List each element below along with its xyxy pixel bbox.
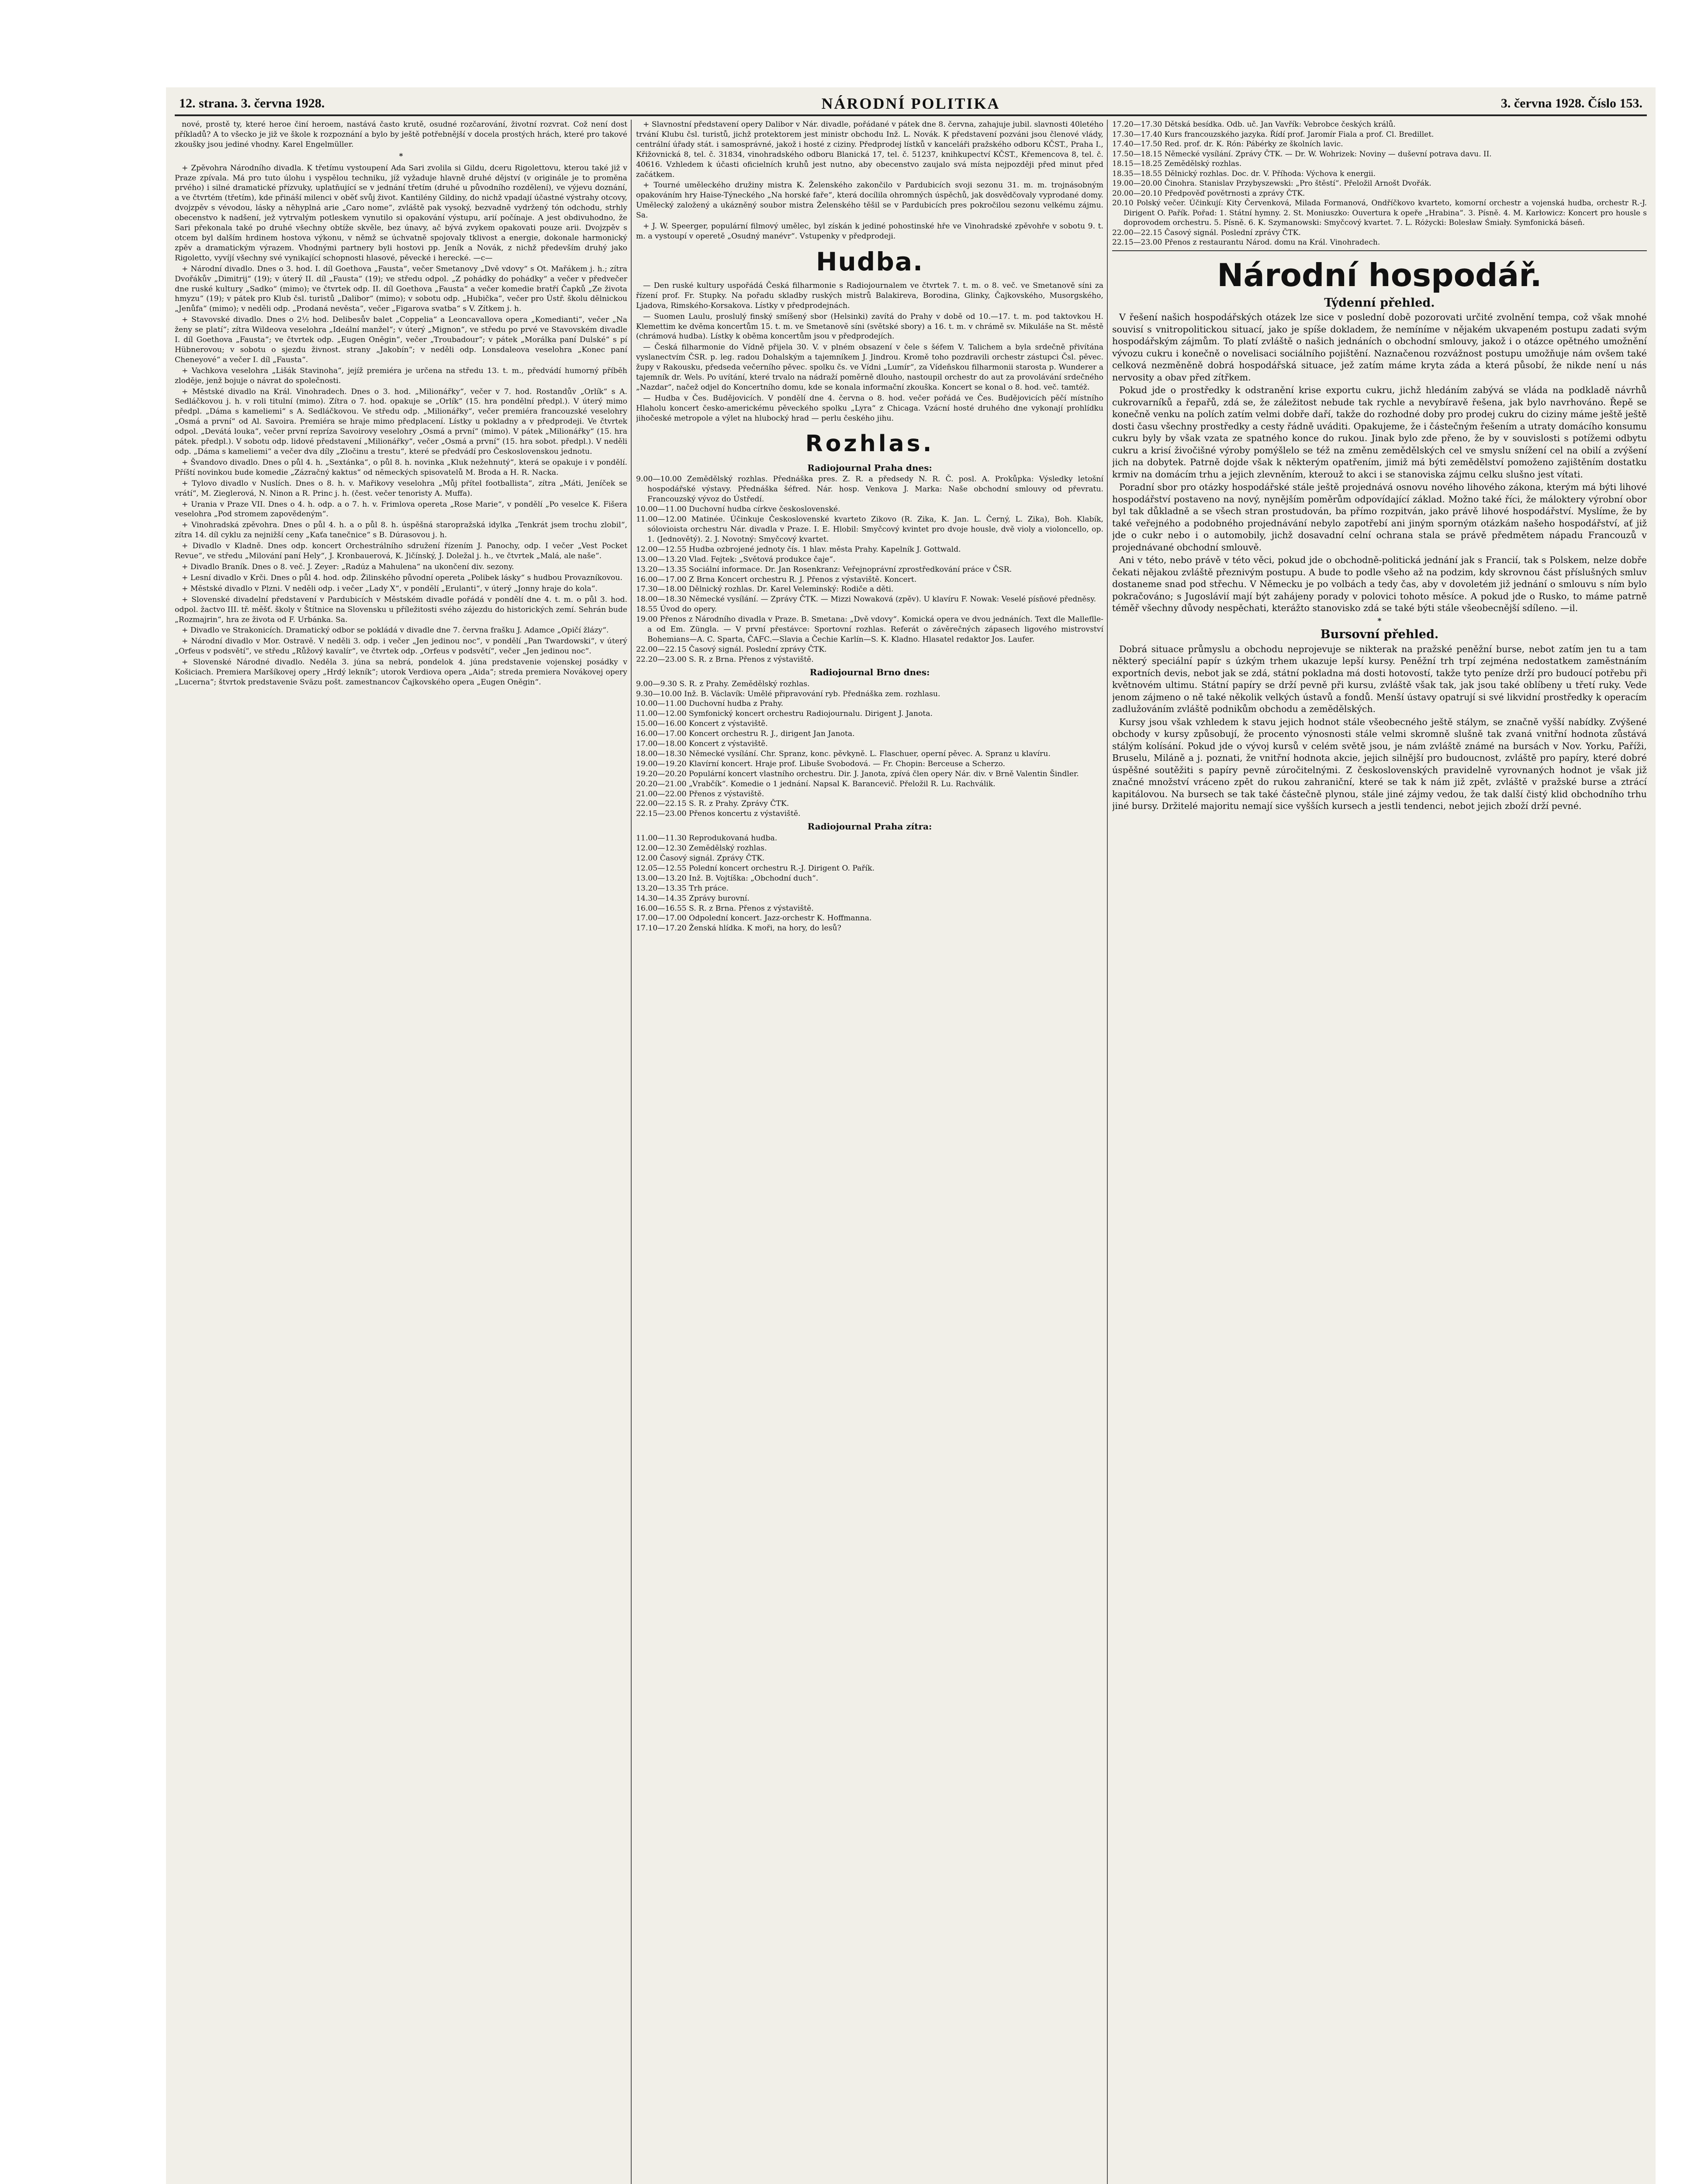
schedule-item: 18.35—18.55 Dělnický rozhlas. Doc. dr. V. Příhoda: Výchova k energii.	[1112, 169, 1376, 178]
schedule-item: 12.05—12.55 Polední koncert orchestru R.-J. Dirigent O. Pařík.	[636, 864, 875, 873]
subheading-praha-dnes: Radiojournal Praha dnes:	[807, 462, 932, 473]
article-paragraph: + Vachkova veselohra „Lišák Stavinoha“, jejíž premiéra je určena na středu 13. t. m., předvádí humorný příběh zloděje, jenž bojuje o návrat do společnosti.	[175, 366, 627, 385]
schedule-item: 10.00—11.00 Duchovní hudba z Prahy.	[636, 699, 784, 708]
newspaper-page	[166, 87, 1656, 2184]
schedule-item: 12.00—12.30 Zemědělský rozhlas.	[636, 844, 767, 853]
schedule-item: 10.00—11.00 Duchovní hudba církve československé.	[636, 505, 840, 514]
article-paragraph: + Vinohradská zpěvohra. Dnes o půl 4. h. a o půl 8. h. úspěšná staropražská idylka „Tenkrát jsem trochu zlobil“, zítra 14. díl cyklu za nejnižší ceny „Kaťa tanečnice“ s B. Dúrasovou j. h.	[175, 521, 627, 540]
section-title-rozhlas: Rozhlas.	[805, 430, 934, 457]
schedule-item: 18.15—18.25 Zemědělský rozhlas.	[1112, 159, 1242, 168]
article-paragraph: nové, prostě ty, které heroe činí heroem, nastává často krutě, osudné rozčarování, životní rozvrat. Což není dost příkladů? A to všecko je již ve škole k rozpoznání a bylo by ještě potřebnější v docela prostých hrách, které pro takové zkoušky jsou jediné vhodny. Karel Engelmüller.	[175, 120, 627, 149]
article-paragraph: + Městské divadlo na Král. Vinohradech. Dnes o 3. hod. „Milionářky“, večer v 7. hod. Rostandův „Orlík“ s A. Sedláčkovou j. h. v roli titulní (mimo). Zítra o 7. hod. opakuje se „Orlík“ (15. hra pondělní předpl.). V úterý mimo předpl. „Dáma s kameliemi“ s A. Sedláčkovou. Ve středu odp. „Milionářky“, večer premiéra francouzské veselohry „Osmá a první“ od Al. Savoira. Premiéra se hraje mimo předplacení. Lístky u pokladny a v předprodeji. Ve čtvrtek odpol. „Devátá louka“, večer první repríza Savoirovy veselohry „Osmá a první“ (mimo). V pátek „Milionářky“ (15. hra pátek. předpl.). V sobotu odp. lidové představení „Milionářky“, večer „Osmá a první“ (15. hra sobot. předpl.). V neděli odp. „Dáma s kameliemi“ a večer dva díly „Zločinu a trestu“, které se předvádí pro Československou jednotu.	[175, 387, 627, 456]
schedule-item: 22.00—22.15 S. R. z Prahy. Zprávy ČTK.	[636, 799, 789, 809]
header-date-left: 12. strana. 3. června 1928.	[179, 96, 325, 111]
article-paragraph: + Švandovo divadlo. Dnes o půl 4. h. „Sextánka“, o půl 8. h. novinka „Kluk nežehnutý“, která se opakuje i v pondělí. Příští novinkou bude komedie „Zázračný kaktus“ od německých spisovatelů M. Broda a H. R. Nacka.	[175, 458, 627, 477]
article-paragraph: Poradní sbor pro otázky hospodářské stále ještě projednává osnovu nového lihového zákona, kterým má býti lihové hospodářství postaveno na nový, nynějším poměrům odpovídající základ. Možno také říci, že máloktery výrobní obor byl tak důkladně a se všech stran prostudován, ba přímo rozpitván, jako právě lihové hospodářství. Myslíme, že by také veřejného a podobného projednávání nebylo zapotřebí ani jiným sporným otázkám našeho hospodářství, ať již jde o cukr nebo i o automobily, jichž dosavadní celní ochrana stala se právě předmětem nápadu Francouzů v projednávané obchodní smlouvě.	[1112, 482, 1647, 553]
article-paragraph: — Česká filharmonie do Vídně přijela 30. V. v plném obsazení v čele s šéfem V. Talichem a byla srdečně přivítána vyslanectvím ČSR. p. leg. radou Dohalským a tajemníkem J. Jindrou. Kromě toho pozdravili orchestr zástupci Čsl. pěvec. župy v Rakousku, předseda večerního pěvec. spolku čs. ve Vídni „Lumír“, za Vídeňskou filharmonii starosta p. Wunderer a tajemník dr. Wels. Po uvítání, které trvalo na nádraží poměrně dlouho, nastoupil orchestr do aut za provolávání srdečného „Nazdar“, načež odjel do Koncertního domu, kde se konala informační zkouška. Koncert se konal o 8. hod. več. tamtéž.	[636, 343, 1103, 392]
column-music-radio	[636, 120, 1103, 2184]
schedule-item: 20.10 Polský večer. Účinkují: Kity Červenková, Milada Formanová, Ondříčkovo kvarteto, komorní orchestr a vojenská hudba, orchestr R.-J. Dirigent O. Pařík. Pořad: 1. Státní hymny. 2. St. Moniuszko: Ouvertura k opeře „Hrabina“. 3. Písně. 4. M. Karłowicz: Koncert pro housle s doprovodem orchestru. 5. Písně. 6. K. Szymanowski: Smyčcový kvartet. 7. L. Różycki: Bolesław Śmiały. Symfonická báseň.	[1112, 199, 1647, 227]
schedule-item: 17.20—17.30 Dětská besídka. Odb. uč. Jan Vavřík: Vebrobce českých králů.	[1112, 120, 1396, 129]
schedule-item: 17.00—17.00 Odpolední koncert. Jazz-orchestr K. Hoffmanna.	[636, 914, 872, 923]
article-paragraph: + J. W. Speerger, populární filmový umělec, byl získán k jediné pohostinské hře ve Vinohradské zpěvohře v sobotu 9. t. m. a vystoupí v operetě „Osudný manévr“. Vstupenky v předprodeji.	[636, 222, 1103, 241]
header-issue-right: 3. června 1928. Číslo 153.	[1500, 96, 1642, 111]
article-paragraph: + Slovenské Národné divadlo. Neděla 3. júna sa nebrá, pondelok 4. júna predstavenie vojenskej posádky v Košiciach. Premiera Maršíkovej opery „Hrdý lekník“; utorok Verdiova opera „Aida“; streda premiera Novákovej opery „Lucerna“; štvrtok predstavenie Sväzu pošt. zamestnancov Čajkovského opera „Eugen Oněgin“.	[175, 658, 627, 687]
schedule-item: 20.20—21.00 „Vrabčík“. Komedie o 1 jednání. Napsal K. Barancevič. Přeložil R. Lu. Rachválik.	[636, 779, 996, 788]
article-paragraph: — Den ruské kultury uspořádá Česká filharmonie s Radiojournalem ve čtvrtek 7. t. m. o 8. več. ve Smetanově síni za řízení prof. Fr. Stupky. Na pořadu skladby ruských mistrů Balakireva, Borodina, Glinky, Čajkovského, Musorgského, Ljadova, Rimského-Korsakova. Lístky v předprodejnách.	[636, 281, 1103, 310]
article-paragraph: Ani v této, nebo právě v této věci, pokud jde o obchodně-politická jednání jak s Francií, tak s Polskem, nelze dobře čekati nějakou zvláště přeznivým postupu. A bude to podle všeho až na podzim, kdy skrovnou část příslušných smluv dostaneme snad pod střechu. V Německu je po volbách a tedy čas, aby v dovoletém již jednání o smlouvu s ním bylo pokračováno; s Jugoslávií mají být zahájeny porady v polovici tohoto měsíce. A pokud jde o Rusko, to máme patrně téměř všechny důvody nespěchati, kterážto stanovisko zdá se také býti stále všeobecnější sdíleno. —il.	[1112, 555, 1647, 614]
article-paragraph: + Slavnostní představení opery Dalibor v Nár. divadle, pořádané v pátek dne 8. června, zahajuje jubil. slavnosti 40letého trvání Klubu čsl. turistů, jichž protektorem jest ministr obchodu Inž. L. Novák. K představení pozváni jsou členové vlády, centrální úřady stát. i samosprávné, jakož i hosté z ciziny. Předprodej lístků v kanceláři pražského odboru KČST., Praha I., Křižovnická 8, tel. č. 31834, vinohradského odboru Blanická 17, tel. č. 51237, knihkupectví KČST., Křemencova 8, tel. č. 40616. Vzhledem k účasti oficielních kruhů jest nutno, aby obecenstvo zaujalo svá místa nejpozději před minut před začátkem.	[636, 120, 1103, 179]
schedule-item: 17.50—18.15 Německé vysílání. Zprávy ČTK. — Dr. W. Wohrizek: Noviny — duševní potrava davu. II.	[1112, 149, 1492, 159]
column-divider	[631, 120, 632, 2184]
subheading-praha-zitra: Radiojournal Praha zítra:	[807, 821, 932, 832]
schedule-item: 11.00—12.00 Symfonický koncert orchestru Radiojournalu. Dirigent J. Janota.	[636, 709, 933, 719]
article-paragraph: Pokud jde o prostředky k odstranění krise exportu cukru, jichž hledáním zabývá se vláda na podkladě návrhů cukrovarníků a řepařů, zdá se, že záležitost nebude tak rychle a nevybíravě řešena, jak bylo navrhováno. Řepě se konečně venku na polích zatím velmi dobře daří, takže do rozhodné doby pro prodej cukru do ciziny máme ještě ještě dosti času všechny prostředky a cesty řádně uváditi. Opakujeme, že i částečným řešením a utraty domácího konsumu cukru byly by však vzata ze spatného konce do rukou. Jinak bylo zde přeno, že by v souvislosti s potížemi odbytu cukru a krisí živočišné výroby pomýšlelo se též na změnu zemědělských cel ve smyslu snížení cel na obilí a zvýšení jich na dobytek. Patrně dojde však k některým opatřením, jimiž má býti zemědělství pomoženo zajištěním dostatku krmiv na domácím trhu a jejich zlevněním, kterouž to akci i se stanoviska zájmu celku slušno jest vítati.	[1112, 385, 1647, 480]
article-paragraph: + Divadlo v Kladně. Dnes odp. koncert Orchestrálního sdružení řízením J. Panochy, odp. I večer „Vest Pocket Revue“, ve středu „Milování paní Hely“, J. Kronbauerová, K. Jičínský, J. Doležal j. h., ve čtvrtek „Malá, ale naše“.	[175, 542, 627, 561]
subheading-brno-dnes: Radiojournal Brno dnes:	[809, 667, 930, 677]
article-paragraph: + Tourné uměleckého družiny mistra K. Želenského zakončilo v Pardubicích svoji sezonu 31. m. m. trojnásobným opakováním hry Haise-Týneckého „Na horské faře“, která docílila ohromných úspěchů, jak dosvědčovaly vyprodané domy. Umělecký založený a ukázněný soubor mistra Želenského těšil se v Pardubicích pres pokročilou sezonu velkému zájmu. Sa.	[636, 181, 1103, 220]
schedule-item: 13.20—13.35 Trh práce.	[636, 884, 729, 893]
article-paragraph: + Divadlo Braník. Dnes o 8. več. J. Zeyer: „Radúz a Mahulena“ na ukončení div. sezony.	[182, 562, 514, 571]
column-economy	[1112, 120, 1647, 2184]
schedule-item: 18.00—18.30 Německé vysílání. Chr. Spranz, konc. pěvkyně. L. Flaschuer, operní pěvec. A. Spranz u klavíru.	[636, 749, 1051, 758]
schedule-praha-zitra	[636, 833, 1103, 933]
schedule-item: 12.00—12.55 Hudba ozbrojené jednoty čís. 1 hlav. města Prahy. Kapelník J. Gottwald.	[636, 545, 961, 554]
article-paragraph: — Suomen Laulu, proslulý finský smíšený sbor (Helsinki) zavítá do Prahy v době od 10.—17. t. m. pod taktovkou H. Klemettim ke dvěma koncertům 15. t. m. ve Smetanově síni (světské sbory) a 16. t. m. v chrámě sv. Mikuláše na St. městě (chrámová hudba). Lístky k oběma koncertům jsou v předprodejích.	[636, 312, 1103, 341]
schedule-item: 17.40—17.50 Red. prof. dr. K. Rón: Pábérky ze školních lavic.	[1112, 140, 1343, 149]
schedule-item: 16.00—16.55 S. R. z Brna. Přenos z výstaviště.	[636, 904, 814, 913]
article-paragraph: + Městské divadlo v Plzni. V neděli odp. i večer „Lady X“, v pondělí „Erulanti“, v úterý „Jonny hraje do kola“.	[182, 584, 598, 593]
schedule-item: 14.30—14.35 Zprávy burovní.	[636, 894, 750, 903]
schedule-item: 17.30—18.00 Dělnický rozhlas. Dr. Karel Veleminský: Rodiče a děti.	[636, 585, 894, 594]
schedule-item: 20.00—20.10 Předpověď povětrnosti a zprávy ČTK.	[1112, 189, 1305, 198]
schedule-continued	[1112, 120, 1647, 248]
schedule-item: 15.00—16.00 Koncert z výstaviště.	[636, 719, 768, 729]
article-paragraph: + Lesní divadlo v Krči. Dnes o půl 4. hod. odp. Žilinského původní opereta „Polibek lásky“ s hudbou Provazníkovou.	[182, 573, 622, 582]
article-paragraph: + Divadlo ve Strakonicích. Dramatický odbor se pokládá v divadle dne 7. června frašku J. Adamce „Opičí žlázy“.	[182, 626, 609, 635]
article-paragraph: + Tylovo divadlo v Nuslích. Dnes o 8. h. v. Mařikovy veselohra „Můj přítel footballista“, zítra „Máti, Jeníček se vrátí“, M. Zieglerová, N. Ninon a R. Princ j. h. (čest. večer tenoristy A. Muffa).	[175, 479, 627, 498]
separator-star: *	[1377, 616, 1382, 625]
schedule-item: 21.00—22.00 Přenos z výstaviště.	[636, 789, 764, 798]
schedule-item: 16.00—17.00 Z Brna Koncert orchestru R. J. Přenos z výstaviště. Koncert.	[636, 575, 917, 584]
section-title-hudba: Hudba.	[816, 246, 924, 276]
subheading-bursovni-prehled: Bursovní přehled.	[1320, 627, 1439, 641]
article-paragraph: + Slovenské divadelní představení v Pardubicích v Městském divadle pořádá v pondělí dne 4. t. m. o půl 3. hod. odpol. žactvo III. tř. měšť. školy v Štítnice na Slovensku u příležitosti svého zájezdu do historických zemí. Sehrán bude „Rozmajrin“, hra ze života od F. Urbánka. Sa.	[175, 595, 627, 624]
schedule-item: 18.55 Úvod do opery.	[636, 605, 717, 614]
article-paragraph: + Národní divadlo v Mor. Ostravě. V neděli 3. odp. i večer „Jen jedinou noc“, v pondělí „Pan Twardowski“, v úterý „Orfeus v podsvětí“, ve středu „Růžový kavalír“, ve čtvrtek odp. „Orfeus v podsvětí“, večer „Jen jedinou noc“.	[175, 637, 627, 656]
article-paragraph: Kursy jsou však vzhledem k stavu jejich hodnot stále všeobecného ještě stálym, se značně vyšší nabídky. Zvýšené obchody v kursy způsobují, že procento výnosnosti stále velmi skromně slušně tak zvaná vnitřní hodnota zůstává stálým kolísání. Pokud jde o vývoj kursů v celém světě jsou, je nám zvláště známé na bursách v Nov. Yorku, Paříži, Bruselu, Miláně a j. poznati, že vnitřní hodnota akcie, jejich silnější pro budoucnost, zvláště pro papíry, které dobré úspěšné soutěžiti s papíry pevně zúročitelnými. Z československých pravidelně vyrovnaných hodnot je však již značné množství vráceno zpět do rukou zahraniční, které se tak k nám již zpět, zvláště v pražské burse a ztrácí kapitálovou. Na bursech se tak také částečně plynou, stále jiné zájmy vedou, že tak další čistý klid obchodního trhu jiné bursy. Držitelé majoritu nemají sice vyšších kursech a jestli tendenci, nebot jejich zboží drží pevné.	[1112, 716, 1647, 812]
masthead-title: NÁRODNÍ POLITIKA	[821, 95, 1000, 112]
schedule-item: 11.00—11.30 Reprodukovaná hudba.	[636, 834, 778, 843]
schedule-item: 22.00—22.15 Časový signál. Poslední zprávy ČTK.	[636, 645, 827, 654]
schedule-item: 17.10—17.20 Ženská hlídka. K moři, na hory, do lesů?	[636, 924, 841, 933]
schedule-item: 13.00—13.20 Vlad. Fejtek: „Světová produkce čaje“.	[636, 555, 836, 564]
article-paragraph: Dobrá situace průmyslu a obchodu neprojevuje se nikterak na pražské peněžní burse, nebot zatím jen tu a tam některý speciální papír s úzkým trhem ukazuje lepší kursy. Peněžní trh trpí zejména nedostatkem zaměstnáním exportních devis, nebot jak se zdá, státní pokladna má dosti hotovostí, takže tyto peníze drží pro budoucí potřebu při květnovém ultimu. Státní papíry se drží pevně při kursu, zvláště však tak, jak jsou také oblíbeny u třetí ruky. Vede jenom zájmeno o ně také několik velkých ústavů a fondů. Menší ústavy opatrují si své likvidní prostředky k operacím zadlužováním zvláště podnikům obchodu a zemědělských.	[1112, 643, 1647, 715]
schedule-item: 19.00 Přenos z Národního divadla v Praze. B. Smetana: „Dvě vdovy“. Komická opera ve dvou jednáních. Text dle Malleflle-a od Em. Züngla. — V první přestávce: Sportovní rozhlas. Referát o závěrečných zápasech ligového mistrovství Bohemians—A. C. Sparta, ČAFC.—Slavia a Čechie Karlín—S. K. Kladno. Hlasatel redaktor Jos. Laufer.	[636, 615, 1103, 644]
schedule-item: 13.00—13.20 Inž. B. Vojtíška: „Obchodní duch“.	[636, 874, 819, 883]
subheading-tydenni-prehled: Týdenní přehled.	[1324, 296, 1435, 310]
separator-star: *	[399, 152, 403, 161]
schedule-item: 18.00—18.30 Německé vysílání. — Zprávy ČTK. — Mizzi Nowaková (zpěv). U klavíru F. Nowak: Veselé písňové předněsy.	[636, 595, 1096, 604]
article-paragraph: + Národní divadlo. Dnes o 3. hod. I. díl Goethova „Fausta“, večer Smetanovy „Dvě vdovy“ s Ot. Mařákem j. h.; zítra Dvořákův „Dimitrij“ (19); v úterý II. díl „Fausta“ (19); ve středu odpol. „Z pohádky do pohádky“ a večer v předvečer dne ruské kultury „Sadko“ (mimo); ve čtvrtek odp. II. díl Goethova „Fausta“ a večer komedie bratří Čapků „Ze života hmyzu“ (19); v pátek pro Klub čsl. turistů „Dalibor“ (mimo); v sobotu odp. „Hubička“, večer pro Ústř. školu dělnickou „Jenůfa“ (mimo); v neděli odp. „Prodaná nevěsta“, večer „Figarova svatba“ s V. Zítkem j. h.	[175, 264, 627, 314]
schedule-brno-dnes	[636, 679, 1103, 819]
schedule-item: 13.20—13.35 Sociální informace. Dr. Jan Rosenkranz: Veřejnoprávní zprostředkování práce v ČSR.	[636, 565, 1012, 574]
schedule-praha-dnes	[636, 474, 1103, 664]
schedule-item: 19.00—19.20 Klavírní koncert. Hraje prof. Libuše Svobodová. — Fr. Chopin: Berceuse a Scherzo.	[636, 759, 1005, 768]
schedule-item: 9.00—9.30 S. R. z Prahy. Zemědělský rozhlas.	[636, 679, 810, 688]
schedule-item: 16.00—17.00 Koncert orchestru R. J., dirigent Jan Janota.	[636, 729, 855, 739]
schedule-item: 22.15—23.00 Přenos z restaurantu Národ. domu na Král. Vinohradech.	[1112, 238, 1380, 247]
schedule-item: 12.00 Časový signál. Zprávy ČTK.	[636, 854, 765, 863]
section-divider	[1112, 250, 1647, 251]
schedule-item: 19.20—20.20 Populární koncert vlastního orchestru. Dir. J. Janota, zpívá člen opery Nár. div. v Brně Valentin Šindler.	[636, 769, 1079, 778]
page-header	[175, 93, 1647, 116]
schedule-item: 17.00—18.00 Koncert z výstaviště.	[636, 740, 768, 749]
schedule-item: 9.00—10.00 Zemědělský rozhlas. Přednáška pres. Z. R. a předsedy N. R. Č. posl. A. Prokůpka: Výsledky letošní hospodářské výstavy. Přednáška šéfred. Nár. hosp. Venkova J. Marka: Naše obchodní smlouvy od převratu. Francouzský vývoz do Ústředí.	[636, 475, 1103, 504]
article-paragraph: V řešení našich hospodářských otázek lze sice v poslední době pozorovati určité zvolnění tempa, což však mnohé souvisí s vnitropolitickou situací, jako je spíše dokladem, že nemíníme v nějakém ukvapeném postupu zadati svým hospodářským zájmům. To platí zvláště o našich jednáních o obchodní smlouvy, jakož i o otázce opětného umožnění vývozu cukru i konečně o novelisaci sociálního pojištění. Naznačenou rozvážnost postupu umožňuje nám ovšem také celková nezměněně dobrá hospodářská situace, jež zatím máme kryta záda a která působí, že nikde není u nás nervosity a obav před zítřkem.	[1112, 312, 1647, 383]
schedule-item: 22.15—23.00 Přenos koncertu z výstaviště.	[636, 809, 801, 819]
schedule-item: 9.30—10.00 Inž. B. Václavík: Umělé připravování ryb. Přednáška zem. rozhlasu.	[636, 689, 940, 698]
schedule-item: 17.30—17.40 Kurs francouzského jazyka. Řídí prof. Jaromír Fiala a prof. Cl. Bredillet.	[1112, 130, 1434, 139]
column-theatre-news	[175, 120, 627, 2184]
schedule-item: 19.00—20.00 Činohra. Stanislav Przybyszewski: „Pro štěstí“. Přeložil Arnošt Dvořák.	[1112, 179, 1431, 188]
schedule-item: 11.00—12.00 Matinée. Účinkuje Československé kvarteto Zikovo (R. Zika, K. Jan. L. Černý, L. Zika), Boh. Klabík, sólovioista orchestru Nár. divadla v Praze. I. E. Hlobil: Smyčcový kvintet pro dvoje housle, dvě violy a violoncello, op. 1. (Jednovětý). 2. J. Novotný: Smyčcový kvartet.	[636, 515, 1103, 544]
schedule-item: 22.00—22.15 Časový signál. Poslední zprávy ČTK.	[1112, 228, 1301, 237]
column-divider	[1107, 120, 1108, 2184]
article-paragraph: + Zpěvohra Národního divadla. K třetímu vystoupení Ada Sari zvolila si Gildu, dceru Rigolettovu, kterou také již v Praze zpívala. Má pro tuto úlohu i vyspělou techniku, jíž vyžaduje hlavně druhé dějství (v originále je to proměna prvého) i silné dramatické přízvuky, uplatňující se v jednání třetím (druhé u původního rozdělení), ve výjevu doznání, a ve čtvrtém (třetím), kde přináší milenci v oběť svůj život. Kantilény Gildiny, do nichž vpadají účastné výstrahy otcovy, dvojzpěv s vévodou, lásky a něhyplná arie „Caro nome“, zvláště pak vysoký, bezvadně vydržený tón odchodu, strhly obecenstvo k nadšení, jež vytrvalým potleskem vynutilo si opakování výstupu, arií počínaje. A jest obdivuhodno, že Sari překonala také po druhé všechny obtíže skvěle, bez únavy, ač bývá zvykem opakovati pouze arii. Dvojzpěv s otcem byl dalším hrdinem hostova výkonu, v němž se úchvatně spojovaly tklivost a energie, dokonale harmonický zpěv a dramatickým výrazem. Vhodnými partnery byli hostovi pp. Jeník a Novák, z nichž především druhý jako Rigoletto, vyvíjí všechny své vynikající schopnosti hlasové, pěvecké i herecké. —c—	[175, 163, 627, 263]
article-paragraph: + Urania v Praze VII. Dnes o 4. h. odp. a o 7. h. v. Frimlova opereta „Rose Marie“, v pondělí „Po veselce K. Fišera veselohra „Pod stromem zapovědeným“.	[175, 500, 627, 519]
schedule-item: 22.20—23.00 S. R. z Brna. Přenos z výstaviště.	[636, 655, 814, 664]
section-title-narodni-hospodar: Národní hospodář.	[1217, 256, 1542, 294]
article-paragraph: + Stavovské divadlo. Dnes o 2½ hod. Delibesův balet „Coppelia“ a Leoncavallova opera „Komedianti“, večer „Na ženy se platí“; zítra Wildeova veselohra „Ideální manžel“; v úterý „Mignon“, ve středu po prvé ve Stavovském divadle I. díl Goethova „Fausta“; ve čtvrtek odp. „Eugen Oněgin“, večer „Troubadour“; v pátek „Morálka paní Dulské“ s pí Hübnerovou; v sobotu o sjezdu živnost. strany „Jakobín“; v neděli odp. Lonsdaleova veselohra „Konec paní Cheneyové“ a večer I. díl „Fausta“.	[175, 315, 627, 364]
article-paragraph: — Hudba v Čes. Budějovicích. V pondělí dne 4. června o 8. hod. večer pořádá ve Čes. Budějovicích pěčí místního Hlaholu koncert česko-americkému pěveckého spolku „Lyra“ z Chicaga. Vzácní hosté druhého dne vykonají prohlídku jihočeské metropole a výlet na hlubocký hrad — perlu českého jihu.	[636, 394, 1103, 423]
